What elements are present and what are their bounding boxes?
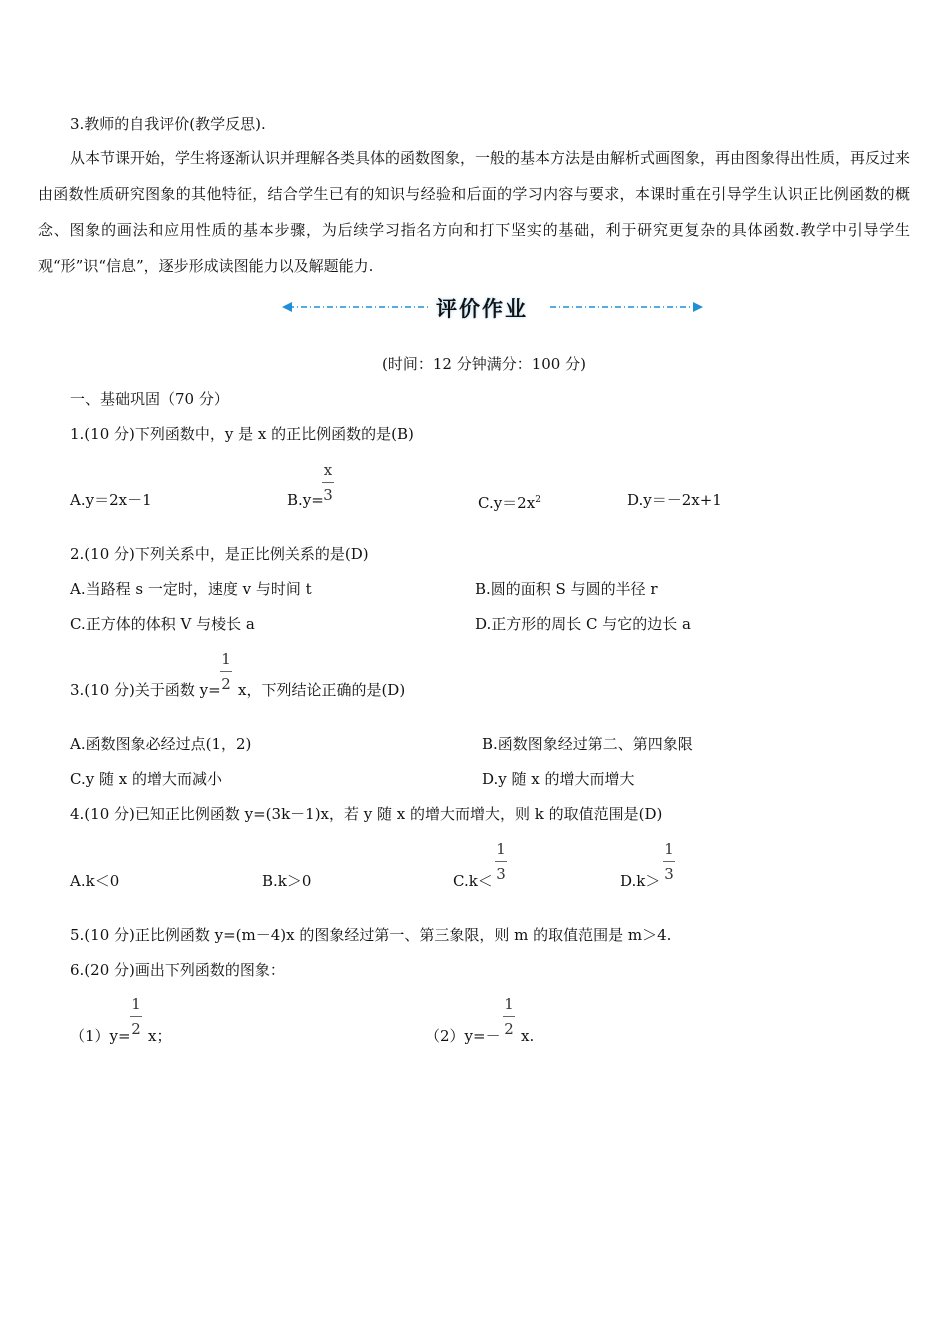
q4-d-denominator: 3 (664, 865, 674, 883)
q1-fraction-numerator: x (323, 461, 333, 479)
q6-part2-numerator: 1 (504, 995, 514, 1013)
fraction-bar (130, 1016, 142, 1017)
fraction-bar (495, 861, 507, 862)
q4-d-numerator: 1 (664, 840, 674, 858)
q4-c-numerator: 1 (496, 840, 506, 858)
fraction-bar (220, 671, 232, 672)
fraction-bar (322, 482, 334, 483)
q3-option-b: B.函数图象经过第二、第四象限 (482, 735, 693, 753)
q1-option-a: A.y＝2x－1 (70, 491, 152, 509)
q1-option-b: B.y= (287, 491, 324, 509)
section-heading: 一、基础巩固（70 分） (70, 390, 229, 408)
fraction-bar (503, 1016, 515, 1017)
q1-option-c-exponent: 2 (535, 495, 541, 505)
q2-stem: 2.(10 分)下列关系中，是正比例关系的是(D) (70, 545, 369, 563)
q6-part1-numerator: 1 (131, 995, 141, 1013)
q3-fraction-numerator: 1 (221, 650, 231, 668)
q4-stem: 4.(10 分)已知正比例函数 y=(3k－1)x，若 y 随 x 的增大而增大，则 k 的取值范围是(D) (70, 805, 663, 823)
q1-fraction-denominator: 3 (323, 486, 333, 504)
q6-part2-denominator: 2 (504, 1020, 514, 1038)
q2-option-d: D.正方形的周长 C 与它的边长 a (475, 615, 691, 633)
q6-part2-suffix: x. (521, 1027, 535, 1045)
q4-option-a: A.k＜0 (70, 872, 120, 890)
q3-fraction (220, 650, 232, 693)
reflection-paragraph: 从本节课开始，学生将逐渐认识并理解各类具体的函数图象，一般的基本方法是由解析式画图象，再由图象得出性质，再反过来由函数性质研究图象的其他特征，结合学生已有的知识与经验和后面的学习内容与要求，本课时重在引导学生认识正比例函数的概念、图象的画法和应用性质的基本步骤，为后续学习指名方向和打下坚实的基础，利于研究更复杂的具体函数.教学中引导学生观“形”识“信息”，逐步形成读图能力以及解题能力. (38, 149, 911, 275)
q2-option-b: B.圆的面积 S 与圆的半径 r (475, 580, 658, 598)
q1-stem: 1.(10 分)下列函数中，y 是 x 的正比例函数的是(B) (70, 425, 414, 443)
q3-option-a: A.函数图象必经过点(1，2) (70, 735, 252, 753)
q6-part2-fraction (503, 995, 515, 1038)
q3-option-c: C.y 随 x 的增大而减小 (70, 770, 222, 788)
q1-option-c (478, 490, 541, 513)
q2-option-a: A.当路程 s 一定时，速度 v 与时间 t (70, 580, 312, 598)
q5-stem: 5.(10 分)正比例函数 y=(m－4)x 的图象经过第一、第三象限，则 m 的取值范围是 m＞4. (70, 926, 672, 944)
q1-option-d: D.y＝－2x+1 (627, 491, 722, 509)
q2-option-c: C.正方体的体积 V 与棱长 a (70, 615, 255, 633)
q3-fraction-denominator: 2 (221, 675, 231, 693)
fraction-bar (663, 861, 675, 862)
q3-stem-prefix: 3.(10 分)关于函数 y= (70, 681, 221, 699)
q4-option-c: C.k＜ (453, 872, 493, 890)
q4-option-b: B.k＞0 (262, 872, 312, 890)
q6-stem: 6.(20 分)画出下列函数的图象： (70, 961, 285, 979)
q1-fraction (322, 461, 334, 504)
reflection-heading: 3.教师的自我评价(教学反思). (70, 115, 266, 133)
q4-c-denominator: 3 (496, 865, 506, 883)
q3-option-d: D.y 随 x 的增大而增大 (482, 770, 635, 788)
q1-option-c-text: C.y＝2x (478, 494, 536, 512)
q4-option-d: D.k＞ (620, 872, 661, 890)
q3-stem-suffix: x，下列结论正确的是(D) (238, 681, 406, 699)
q4-option-d-fraction (663, 840, 675, 883)
q6-part2-prefix: （2）y=－ (425, 1027, 501, 1045)
q6-part1-fraction (130, 995, 142, 1038)
evaluation-banner (280, 290, 705, 326)
q6-part1-suffix: x； (148, 1027, 172, 1045)
banner-title: 评价作业 (436, 297, 528, 321)
time-info: (时间：12 分钟满分：100 分) (382, 355, 586, 373)
q4-option-c-fraction (495, 840, 507, 883)
q6-part1-denominator: 2 (131, 1020, 141, 1038)
q6-part1-prefix: （1）y= (70, 1027, 131, 1045)
